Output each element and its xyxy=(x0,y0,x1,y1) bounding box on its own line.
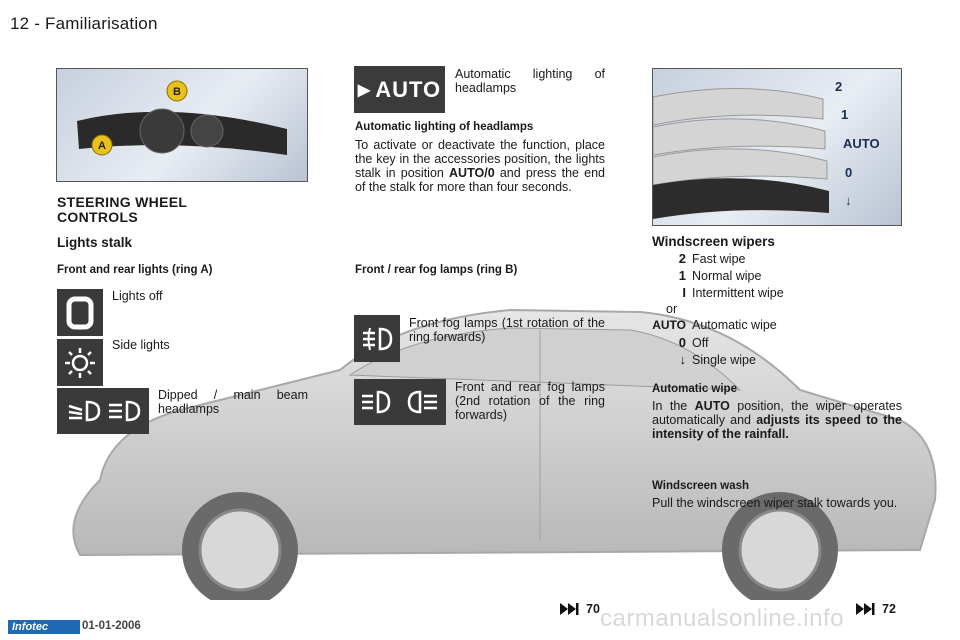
auto-wipe-heading: Automatic wipe xyxy=(652,383,737,395)
dipped-main-beam-label: Dipped / main beam headlamps xyxy=(158,388,308,416)
front-rear-fog-icon xyxy=(354,379,446,425)
wipers-heading: Windscreen wipers xyxy=(652,234,775,249)
ring-b-label: B xyxy=(173,86,181,98)
auto-lighting-caption: Automatic lighting of headlamps xyxy=(455,67,605,95)
lights-off-icon xyxy=(57,289,103,336)
wiper-row: 2 Fast wipe xyxy=(678,251,746,266)
footer-date: 01-01-2006 xyxy=(82,620,141,632)
fog-heading: Front / rear fog lamps (ring B) xyxy=(355,264,518,276)
front-rear-fog-label: Front and rear fog lamps (2nd rotation of the ring forwards) xyxy=(455,380,605,422)
skip-forward-icon xyxy=(856,603,876,615)
side-lights-label: Side lights xyxy=(112,338,170,352)
front-fog-icon xyxy=(354,315,400,362)
skip-forward-icon xyxy=(560,603,580,615)
page-ref-72[interactable]: 72 xyxy=(856,602,896,616)
auto-lighting-icon: ▶ AUTO xyxy=(354,66,445,113)
wiper-pos-single: ↓ xyxy=(845,193,852,208)
wash-body: Pull the windscreen wiper stalk towards you. xyxy=(652,496,898,510)
wiper-row: ↓ Single wipe xyxy=(679,352,756,367)
wiper-row: 1 Normal wipe xyxy=(678,268,762,283)
lights-off-label: Lights off xyxy=(112,289,163,303)
lights-stalk-photo xyxy=(56,68,308,182)
front-fog-label: Front fog lamps (1st rotation of the ring forwards) xyxy=(409,316,605,344)
wiper-row: I Intermittent wipe xyxy=(682,285,784,300)
front-rear-heading: Front and rear lights (ring A) xyxy=(57,264,213,276)
wiper-stalk-photo xyxy=(652,68,902,226)
wiper-pos-0: 0 xyxy=(845,165,853,180)
auto-lighting-heading: Automatic lighting of headlamps xyxy=(355,121,534,133)
wiper-pos-1: 1 xyxy=(841,107,849,122)
auto-wipe-body: In the AUTO position, the wiper operates automatically and adjusts its speed to the intensity of the rainfall. xyxy=(652,399,902,441)
watermark: carmanualsonline.info xyxy=(600,605,844,632)
wiper-pos-auto: AUTO xyxy=(843,136,880,151)
wiper-list-top xyxy=(646,251,906,302)
side-lights-icon xyxy=(57,339,103,386)
ring-a-label: A xyxy=(98,140,106,152)
wiper-pos-2: 2 xyxy=(835,79,843,94)
infotec-logo: Infotec xyxy=(8,620,80,634)
steering-heading: STEERING WHEEL CONTROLS xyxy=(57,194,187,225)
dipped-main-beam-icon xyxy=(57,388,149,434)
page-ref-70[interactable]: 70 xyxy=(560,602,600,616)
wiper-row: 0 Off xyxy=(678,335,709,350)
wiper-or: or xyxy=(666,302,678,316)
auto-lighting-body: To activate or deactivate the function, place the key in the accessories position, the lights stalk in position AUTO/0 and press the end of the stalk for more than four seconds. xyxy=(355,138,605,194)
lights-stalk-heading: Lights stalk xyxy=(57,235,133,250)
wiper-row: AUTO Automatic wipe xyxy=(652,318,777,332)
wiper-list-bottom xyxy=(646,318,906,369)
wash-heading: Windscreen wash xyxy=(652,480,750,492)
auto-icon-label: AUTO xyxy=(375,76,442,102)
page-title: 12 - Familiarisation xyxy=(10,14,158,33)
